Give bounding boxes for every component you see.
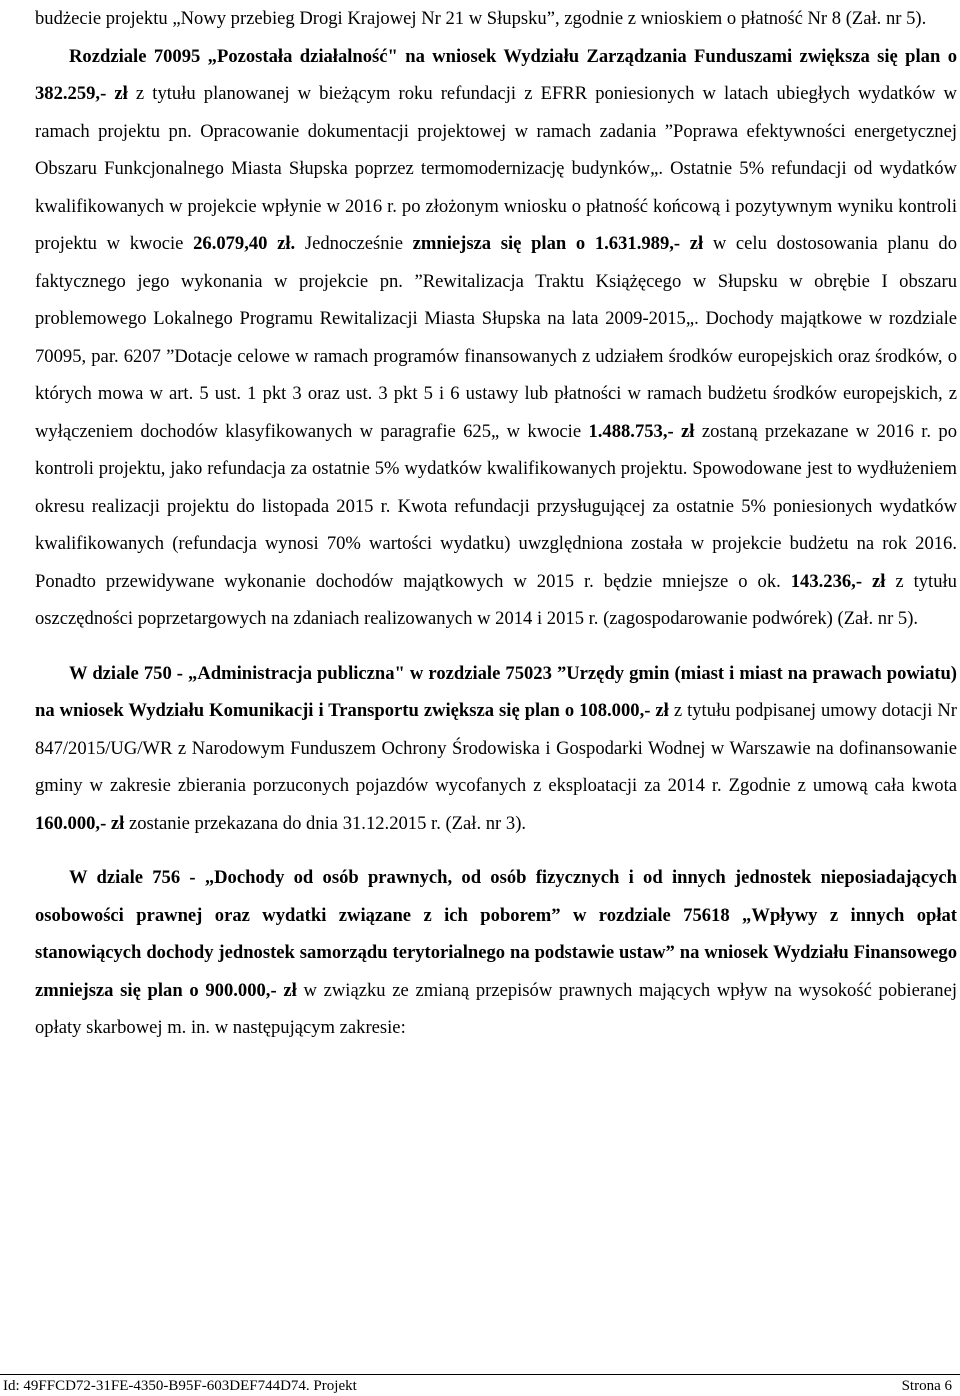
text-run: z tytułu oszczędności poprzetargowych na zdaniach realizowanych w 2014 i 2015 r. (zagospodarowanie podwórek) (Zał. nr 5).	[35, 570, 957, 629]
document-body	[35, 0, 957, 1047]
footer-divider	[0, 1374, 960, 1375]
footer-document-id: Id: 49FFCD72-31FE-4350-B95F-603DEF744D74. Projekt	[3, 1378, 357, 1394]
paragraph-rozdzial-70095	[35, 38, 957, 638]
page-footer	[0, 1374, 960, 1396]
paragraph-1	[35, 0, 957, 38]
text-run: z tytułu podpisanej umowy dotacji Nr 847/2015/UG/WR z Narodowym Funduszem Ochrony Środowiska i Gospodarki Wodnej w Warszawie na dofinansowanie gminy w zakresie zbierania porzuconych pojazdów wycofanych z eksploatacji za 2014 r. Zgodnie z umową cała kwota	[35, 700, 957, 796]
text-run: zostaną przekazane w 2016 r. po kontroli projektu, jako refundacja za ostatnie 5% wydatków kwalifikowanych projektu. Spowodowane jest to wydłużeniem okresu realizacji projektu do listopada 2015 r. Kwota refundacji przysługującej za ostatnie 5% poniesionych wydatków kwalifikowanych (refundacja wynosi 70% wartości wydatku) uwzględniona została w projekcie budżetu na rok 2016. Ponadto przewidywane wykonanie dochodów majątkowych w 2015 r. będzie mniejsze o ok.	[35, 420, 957, 592]
bold-run: W dziale 756 - „Dochody od osób prawnych, od osób fizycznych i od innych jednostek nieposiadających osobowości prawnej oraz wydatki związane z ich poborem” w rozdziale 75618 „Wpływy z innych opłat stanowiących dochody jednostek samorządu terytorialnego na podstawie ustaw” na wniosek Wydziału Finansowego zmniejsza się plan o 900.000,- zł	[35, 867, 957, 1001]
bold-run: 26.079,40 zł.	[193, 233, 296, 254]
bold-run: 143.236,- zł	[790, 570, 886, 592]
bold-run: 1.488.753,- zł	[588, 420, 695, 442]
footer-page-number: Strona 6	[901, 1378, 952, 1394]
paragraph-dzial-750	[35, 655, 957, 843]
paragraph-dzial-756	[35, 859, 957, 1047]
bold-run: W dziale 750 - „Administracja publiczna" w rozdziale 75023 ”Urzędy gmin (miast i miast na prawach powiatu) na wniosek Wydziału Komunikacji i Transportu zwiększa się plan o 108.000,- zł	[35, 662, 957, 721]
text-run: zostanie przekazana do dnia 31.12.2015 r. (Zał. nr 3).	[124, 812, 527, 834]
bold-run: 160.000,- zł	[35, 812, 125, 834]
text-run: w związku ze zmianą przepisów prawnych mających wpływ na wysokość pobieranej opłaty skarbowej m. in. w następującym zakresie:	[35, 979, 957, 1038]
bold-run: Rozdziale 70095 „Pozostała działalność" na wniosek Wydziału Zarządzania Funduszami zwiększa się plan o 382.259,- zł	[35, 45, 957, 104]
text-run: z tytułu planowanej w bieżącym roku refundacji z EFRR poniesionych w latach ubiegłych wydatków w ramach projektu pn. Opracowanie dokumentacji projektowej w ramach zadania ”Poprawa efektywności energetycznej Obszaru Funkcjonalnego Miasta Słupska poprzez termomodernizację budynków„. Ostatnie 5% refundacji od wydatków kwalifikowanych w projekcie wpłynie w 2016 r. po złożonym wniosku o płatność końcową i pozytywnym wyniku kontroli projektu w kwocie	[35, 83, 957, 254]
bold-run: zmniejsza się plan o 1.631.989,- zł	[412, 233, 704, 254]
text-run: Jednocześnie	[295, 233, 413, 254]
text-run: budżecie projektu „Nowy przebieg Drogi Krajowej Nr 21 w Słupsku”, zgodnie z wnioskiem o płatność Nr 8 (Zał. nr 5).	[35, 8, 927, 29]
text-run: w celu dostosowania planu do faktycznego jego wykonania w projekcie pn. ”Rewitalizacja Traktu Książęcego w Słupsku w obrębie I obszaru problemowego Lokalnego Programu Rewitalizacji Miasta Słupska na lata 2009-2015„. Dochody majątkowe w rozdziale 70095, par. 6207 ”Dotacje celowe w ramach programów finansowanych z udziałem środków europejskich oraz środków, o których mowa w art. 5 ust. 1 pkt 3 oraz ust. 3 pkt 5 i 6 ustawy lub płatności w ramach budżetu środków europejskich, z wyłączeniem dochodów klasyfikowanych w paragrafie 625„ w kwocie	[35, 233, 958, 442]
